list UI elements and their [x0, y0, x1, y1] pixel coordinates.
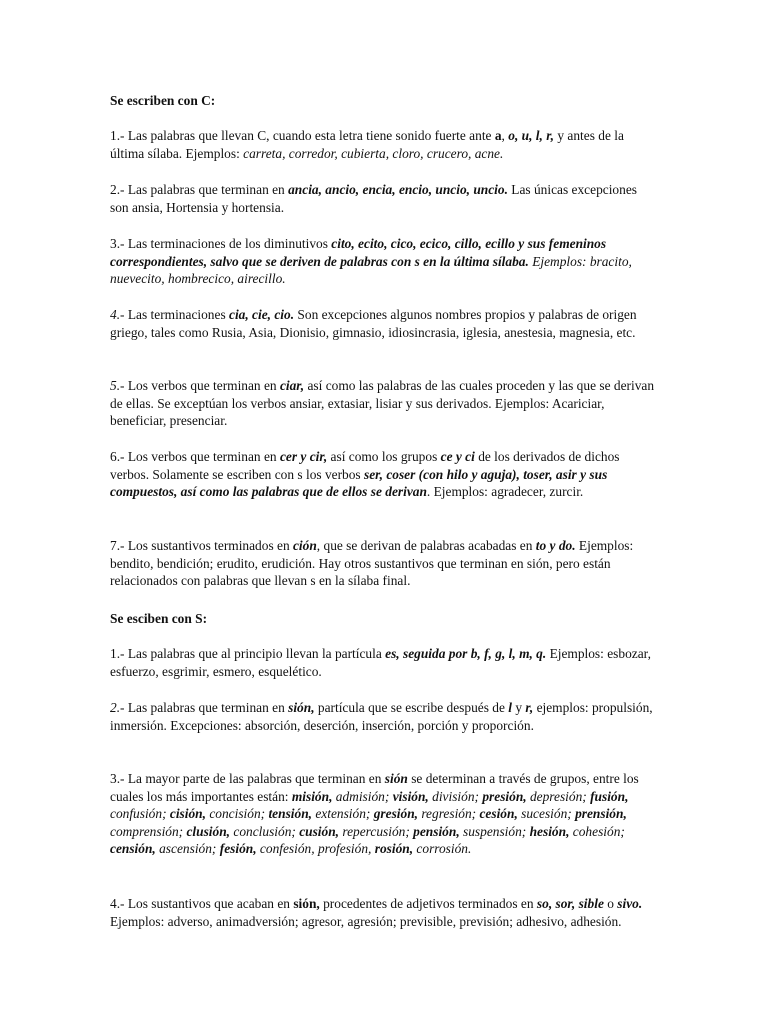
rule-text: 6.- Los verbos que terminan en — [110, 449, 280, 464]
rule-number: 2.- — [110, 700, 125, 715]
group-example: repercusión; — [339, 823, 410, 839]
examples: Ejemplos: bracito, nuevecito, hombrecico, airecillo. — [110, 253, 632, 287]
rule-text: Las únicas excepciones son ansia, Hortensia y hortensia. — [110, 182, 637, 215]
emphasis: ser, coser (con hilo y aguja), toser, asir y sus compuestos, así como las palabras que de ellos se derivan — [110, 466, 608, 500]
rule-text: Son excepciones algunos nombres propios y palabras de origen griego, tales como Rusia, Asia, Dionisio, gimnasio, idiosincrasia, iglesia, anestesia, magnesia, etc. — [110, 307, 637, 340]
emphasis: es, seguida por b, f, g, l, m, q. — [385, 646, 547, 661]
group-prefix: prensión, — [571, 806, 627, 822]
group-example: confusión; — [110, 806, 167, 822]
group-prefix: cusión, — [295, 823, 340, 839]
rule-text: procedentes de adjetivos terminados en — [319, 896, 537, 911]
rule-c-4 — [110, 306, 658, 341]
rule-text: 4.- Los sustantivos que acaban en — [110, 896, 294, 911]
rule-text: y — [512, 700, 526, 715]
group-prefix: rosión, — [371, 841, 414, 857]
rule-c-5 — [110, 377, 658, 430]
rule-s-2 — [110, 699, 658, 734]
group-example: extensión; — [312, 806, 371, 822]
rule-c-1 — [110, 127, 658, 162]
emphasis: l — [508, 700, 512, 715]
group-example: sucesión; — [517, 806, 572, 822]
rule-text: Ejemplos: bendito, bendición; erudito, erudición. Hay otros sustantivos que terminan en sión, pero están relacionados con palabras que llevan s en la sílaba final. — [110, 538, 634, 589]
rule-text: ejemplos: propulsión, inmersión. Excepciones: absorción, deserción, inserción, porción y proporción. — [110, 700, 653, 733]
group-example: confesión, profesión, — [256, 841, 372, 857]
group-prefix: censión, — [110, 841, 156, 857]
rule-number: 5.- — [110, 378, 125, 393]
rule-text: Los verbos que terminan en — [124, 378, 280, 393]
group-example: suspensión; — [459, 823, 527, 839]
group-example: concisión; — [205, 806, 266, 822]
group-prefix: cisión, — [166, 806, 206, 822]
emphasis: a — [494, 128, 502, 143]
emphasis: sivo. — [617, 896, 643, 911]
emphasis: ancia, ancio, encia, encio, uncio, uncio. — [288, 182, 508, 197]
emphasis: r, — [525, 700, 534, 715]
emphasis: cia, cie, cio. — [229, 307, 295, 322]
section-heading-c: Se escriben con C: — [110, 93, 216, 108]
group-example: admisión; — [332, 788, 390, 804]
emphasis: so, sor, sible — [536, 896, 604, 911]
section-heading-s: Se esciben con S: — [110, 611, 208, 626]
group-example: cohesión; — [569, 823, 625, 839]
group-prefix: gresión, — [370, 806, 418, 822]
rule-text: Ejemplos: adverso, animadversión; agresor, agresión; previsible, previsión; adhesivo, adhesión. — [110, 913, 622, 929]
group-prefix: fesión, — [216, 841, 257, 857]
rule-text: , — [501, 128, 509, 143]
group-example: depresión; — [526, 788, 587, 804]
emphasis: cer y cir, — [279, 449, 328, 464]
rule-text: Ejemplos: esbozar, esfuerzo, esgrimir, esmero, esquelético. — [110, 646, 651, 679]
emphasis: sión, — [293, 896, 320, 911]
rule-c-6 — [110, 448, 658, 501]
rule-c-2 — [110, 181, 658, 216]
emphasis: ciar, — [279, 378, 305, 393]
rule-text: 1.- Las palabras que llevan C, cuando esta letra tiene sonido fuerte ante — [110, 128, 495, 143]
group-prefix: fusión, — [586, 788, 629, 804]
rule-text: de los derivados de dichos verbos. Solamente se escriben con s los verbos — [110, 449, 620, 482]
rule-s-1 — [110, 645, 658, 680]
rule-s-4 — [110, 895, 658, 930]
emphasis: o, u, l, r, — [508, 128, 555, 143]
emphasis: cito, ecito, cico, ecico, cillo, ecillo y sus femeninos correspondientes, salvo que se deriven de palabras con s en la última sílaba. — [110, 236, 607, 269]
group-prefix: misión, — [291, 788, 333, 804]
rule-text: así como las palabras de las cuales proceden y las que se derivan de ellas. Se exceptúan los verbos ansiar, extasiar, lisiar y sus derivados. Ejemplos: Acariciar, beneficiar, presenciar. — [110, 378, 655, 429]
group-prefix: cesión, — [476, 806, 518, 822]
group-example: regresión; — [418, 806, 477, 822]
rule-text: 3.- La mayor parte de las palabras que terminan en — [110, 771, 385, 786]
rule-text: 3.- Las terminaciones de los diminutivos — [110, 236, 332, 251]
rule-text: . Ejemplos: agradecer, zurcir. — [426, 484, 584, 500]
examples: carreta, corredor, cubierta, cloro, crucero, acne. — [243, 145, 504, 161]
emphasis: ce y ci — [440, 449, 475, 464]
group-example: conclusión; — [230, 823, 296, 839]
group-example: ascensión; — [155, 841, 217, 857]
emphasis: sión — [384, 771, 408, 786]
emphasis: sión, — [288, 700, 315, 715]
rule-s-3 — [110, 770, 658, 858]
rule-text: Las palabras que terminan en — [124, 700, 289, 715]
group-prefix: visión, — [389, 788, 429, 804]
rule-number: 4.- — [110, 307, 125, 322]
group-prefix: presión, — [479, 788, 527, 804]
rule-text: Las terminaciones — [124, 307, 229, 322]
rule-text: y antes de la última sílaba. Ejemplos: — [110, 128, 624, 161]
rule-text: así como los grupos — [327, 449, 441, 464]
emphasis: ción — [292, 538, 317, 553]
group-prefix: clusión, — [183, 823, 231, 839]
group-example: corrosión. — [413, 841, 472, 857]
group-example: división; — [428, 788, 479, 804]
rule-text: , que se derivan de palabras acabadas en — [316, 538, 536, 553]
emphasis: to y do. — [535, 538, 576, 553]
rule-c-3 — [110, 235, 658, 288]
group-prefix: hesión, — [526, 823, 570, 839]
group-prefix: tensión, — [265, 806, 312, 822]
rule-text: 2.- Las palabras que terminan en — [110, 182, 289, 197]
rule-text: 1.- Las palabras que al principio llevan la partícula — [110, 646, 386, 661]
rule-text: 7.- Los sustantivos terminados en — [110, 538, 293, 553]
rule-text: partícula que se escribe después de — [314, 700, 509, 715]
rule-text: o — [603, 896, 618, 911]
group-example: comprensión; — [110, 823, 184, 839]
rule-text: se determinan a través de grupos, entre los cuales los más importantes están: — [110, 771, 639, 804]
group-prefix: pensión, — [409, 823, 460, 839]
rule-c-7 — [110, 537, 658, 590]
